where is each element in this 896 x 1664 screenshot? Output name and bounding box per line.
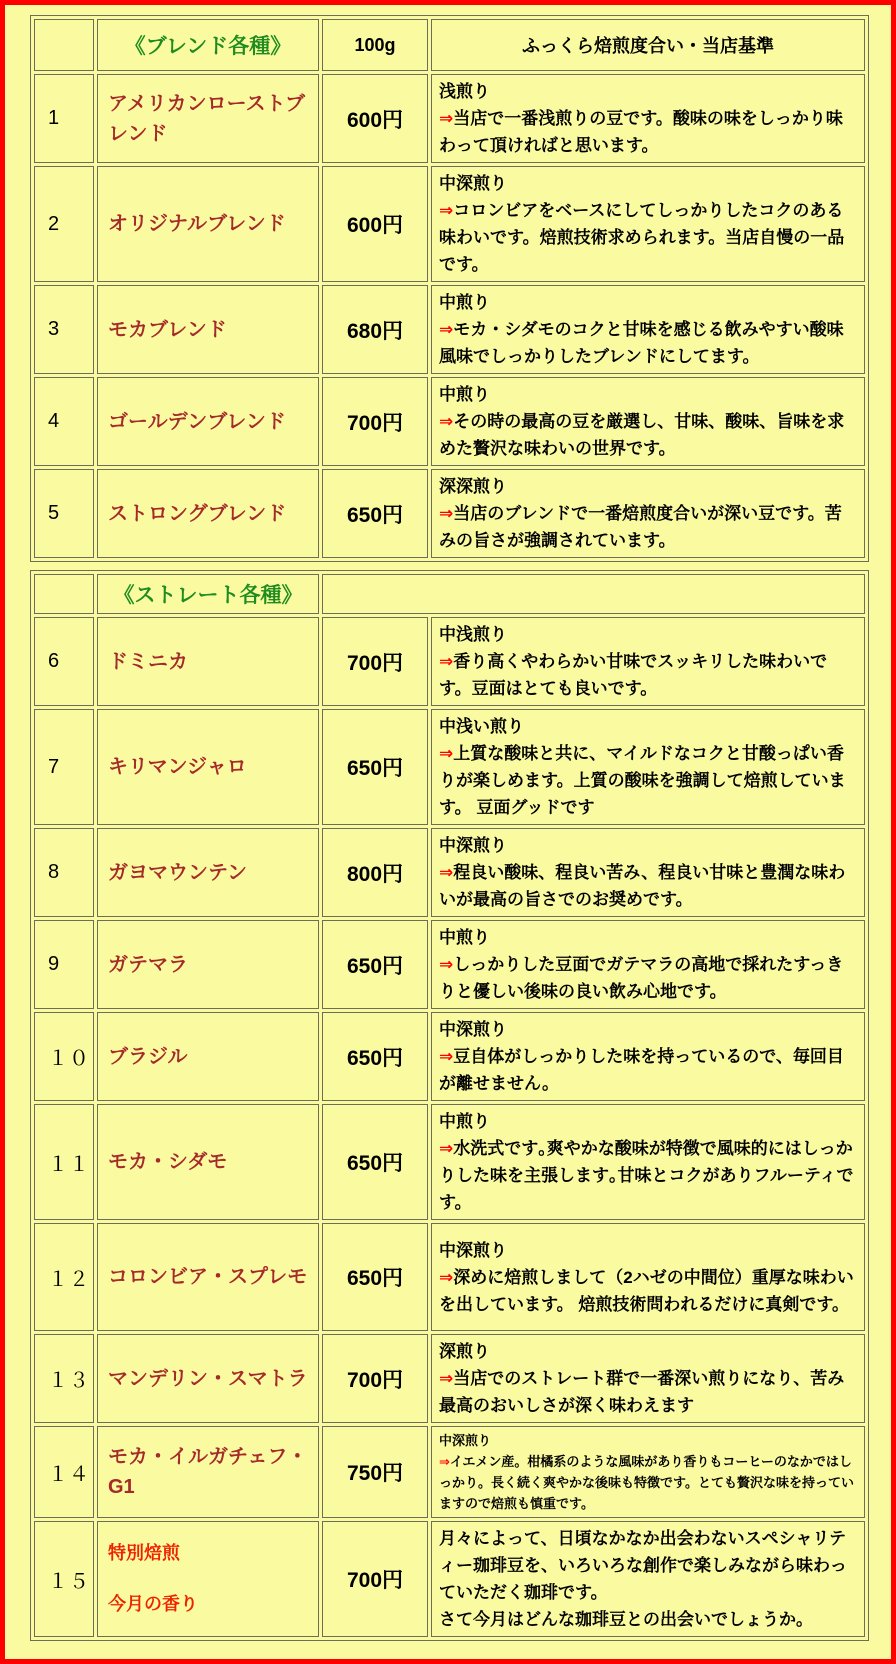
product-name: ブラジル — [97, 1012, 319, 1101]
roast-level: 深煎り — [439, 1342, 490, 1361]
row-number: 5 — [34, 469, 94, 558]
product-name: キリマンジャロ — [97, 709, 319, 825]
roast-level: 中深煎り — [439, 1020, 507, 1039]
description-line — [439, 1264, 856, 1318]
roast-level: 中煎り — [439, 1112, 490, 1131]
roast-level: 中浅煎り — [439, 625, 507, 644]
description-text: コロンビアをベースにしてしっかりしたコクのある味わいです。焙煎技術求められます。当店自慢の一品です。 — [439, 201, 845, 274]
description-line — [439, 105, 856, 159]
arrow-icon: ⇒ — [439, 652, 454, 671]
blend-header-row — [34, 19, 865, 71]
arrow-icon: ⇒ — [439, 504, 454, 523]
empty-header-cell — [322, 574, 865, 614]
description-line — [439, 1451, 856, 1514]
roast-level: 中煎り — [439, 385, 490, 404]
arrow-icon: ⇒ — [439, 955, 454, 974]
product-name: ドミニカ — [97, 617, 319, 706]
arrow-icon: ⇒ — [439, 1267, 454, 1287]
description-cell — [431, 709, 865, 825]
table-row — [34, 709, 865, 825]
description-text: 当店で一番浅煎りの豆です。酸味の味をしっかり味わって頂ければと思います。 — [439, 109, 843, 155]
blend-section-title: 《ブレンド各種》 — [97, 19, 319, 71]
row-number: １４ — [34, 1426, 94, 1518]
product-name: ストロングブレンド — [97, 469, 319, 558]
price-cell: 750円 — [322, 1426, 428, 1518]
table-row — [34, 469, 865, 558]
blend-price-table — [30, 15, 869, 562]
description-line — [439, 740, 856, 821]
table-row — [34, 617, 865, 706]
table-row — [34, 74, 865, 163]
roast-level: 中深煎り — [439, 836, 507, 855]
description-cell — [431, 1334, 865, 1423]
roast-level: 中煎り — [439, 293, 490, 312]
row-number: 3 — [34, 285, 94, 374]
arrow-icon: ⇒ — [439, 320, 454, 339]
description-cell — [431, 469, 865, 558]
arrow-icon: ⇒ — [439, 201, 454, 220]
description-text: しっかりした豆面でガテマラの高地で採れたすっきりと優しい後味の良い飲み心地です。 — [439, 955, 844, 1001]
roast-level: 深深煎り — [439, 477, 507, 496]
price-cell: 650円 — [322, 1012, 428, 1101]
description-line — [439, 951, 856, 1005]
empty-corner-cell — [34, 574, 94, 614]
roast-level: 中深煎り — [439, 1433, 492, 1448]
product-name: モカ・イルガチェフ・G1 — [97, 1426, 319, 1518]
row-number: １２ — [34, 1223, 94, 1331]
price-cell: 800円 — [322, 828, 428, 917]
product-name: モカ・シダモ — [97, 1104, 319, 1220]
description-text: 深めに焙煎しまして（2ハゼの中間位）重厚な味わいを出しています。 焙煎技術問われるだけに真剣です。 — [439, 1267, 854, 1314]
table-row — [34, 1521, 865, 1637]
special-name-line2: 今月の香り — [108, 1594, 198, 1614]
description-cell — [431, 1521, 865, 1637]
description-cell — [431, 166, 865, 282]
price-cell: 700円 — [322, 377, 428, 466]
product-name: アメリカンローストブレンド — [97, 74, 319, 163]
arrow-icon: ⇒ — [439, 1139, 454, 1158]
product-name: ゴールデンブレンド — [97, 377, 319, 466]
table-row — [34, 920, 865, 1009]
table-row — [34, 1012, 865, 1101]
special-name-line1: 特別焙煎 — [108, 1543, 180, 1563]
straight-price-table — [30, 570, 869, 1641]
roast-level: 浅煎り — [439, 82, 490, 101]
description-cell — [431, 1104, 865, 1220]
arrow-icon: ⇒ — [439, 412, 454, 431]
description-line — [439, 1365, 856, 1419]
table-row — [34, 1426, 865, 1518]
roast-level: 中深煎り — [439, 1240, 507, 1260]
roast-level: 中浅い煎り — [439, 717, 524, 736]
arrow-icon: ⇒ — [439, 863, 454, 882]
price-cell: 650円 — [322, 1223, 428, 1331]
straight-section-title: 《ストレート各種》 — [97, 574, 319, 614]
description-line — [439, 500, 856, 554]
description-text: 程良い酸味、程良い苦み、程良い甘味と豊潤な味わいが最高の旨さでのお奨めです。 — [439, 863, 846, 909]
price-cell: 700円 — [322, 1521, 428, 1637]
price-cell: 650円 — [322, 1104, 428, 1220]
roast-level: 中煎り — [439, 928, 490, 947]
description-text: 豆自体がしっかりした味を持っているので、毎回目が離せません。 — [439, 1047, 844, 1093]
description-line — [439, 1043, 856, 1097]
row-number: 8 — [34, 828, 94, 917]
price-cell: 700円 — [322, 1334, 428, 1423]
price-cell: 650円 — [322, 709, 428, 825]
arrow-icon: ⇒ — [439, 1454, 450, 1469]
price-cell: 700円 — [322, 617, 428, 706]
table-row — [34, 1223, 865, 1331]
row-number: １０ — [34, 1012, 94, 1101]
row-number: 4 — [34, 377, 94, 466]
row-number: 7 — [34, 709, 94, 825]
description-line — [439, 197, 856, 278]
price-cell: 650円 — [322, 469, 428, 558]
description-text: モカ・シダモのコクと甘味を感じる飲みやすい酸味風味でしっかりしたブレンドにしてます。 — [439, 320, 844, 366]
price-cell: 680円 — [322, 285, 428, 374]
description-text: 水洗式です｡爽やかな酸味が特徴で風味的にはしっかりした味を主張します｡甘味とコクがありフルーティです。 — [439, 1139, 854, 1212]
arrow-icon: ⇒ — [439, 109, 454, 128]
description-line — [439, 1135, 856, 1216]
unit-header: 100g — [322, 19, 428, 71]
description-text: 上質な酸味と共に、マイルドなコクと甘酸っぱい香りが楽しめます。上質の酸味を強調して焙煎しています。 豆面グッドです — [439, 744, 846, 817]
description-cell — [431, 1223, 865, 1331]
row-number: 1 — [34, 74, 94, 163]
straight-header-row — [34, 574, 865, 614]
table-row — [34, 285, 865, 374]
description-text-2: さて今月はどんな珈琲豆との出会いでしょうか。 — [439, 1610, 813, 1629]
row-number: １５ — [34, 1521, 94, 1637]
description-cell — [431, 377, 865, 466]
arrow-icon: ⇒ — [439, 744, 454, 763]
description-cell — [431, 828, 865, 917]
arrow-icon: ⇒ — [439, 1369, 454, 1388]
price-cell: 600円 — [322, 166, 428, 282]
table-row — [34, 1334, 865, 1423]
table-row — [34, 377, 865, 466]
arrow-icon: ⇒ — [439, 1047, 454, 1066]
description-line — [439, 408, 856, 462]
table-row — [34, 166, 865, 282]
table-row — [34, 1104, 865, 1220]
product-name: ガテマラ — [97, 920, 319, 1009]
row-number: １３ — [34, 1334, 94, 1423]
description-cell — [431, 1012, 865, 1101]
description-text: 香り高くやわらかい甘味でスッキリした味わいです。豆面はとても良いです。 — [439, 652, 828, 698]
description-line — [439, 859, 856, 913]
description-cell — [431, 285, 865, 374]
empty-corner-cell — [34, 19, 94, 71]
description-cell — [431, 1426, 865, 1518]
row-number: 9 — [34, 920, 94, 1009]
description-line — [439, 316, 856, 370]
description-text: 当店のブレンドで一番焙煎度合いが深い豆です。苦みの旨さが強調されています。 — [439, 504, 842, 550]
description-text: イエメン産。柑橘系のような風味があり香りもコーヒーのなかではしっかり。長く続く爽やかな後味も特徴です。とても贅沢な味を持っていますので焙煎も慎重です。 — [439, 1454, 854, 1511]
product-name: ガヨマウンテン — [97, 828, 319, 917]
description-cell — [431, 920, 865, 1009]
row-number: １１ — [34, 1104, 94, 1220]
product-name: コロンビア・スプレモ — [97, 1223, 319, 1331]
product-name: オリジナルブレンド — [97, 166, 319, 282]
description-cell — [431, 74, 865, 163]
price-cell: 600円 — [322, 74, 428, 163]
product-name: モカブレンド — [97, 285, 319, 374]
table-row — [34, 828, 865, 917]
product-name: マンデリン・スマトラ — [97, 1334, 319, 1423]
roast-level: 中深煎り — [439, 174, 507, 193]
description-cell — [431, 617, 865, 706]
row-number: 2 — [34, 166, 94, 282]
description-text: その時の最高の豆を厳選し、甘味、酸味、旨味を求めた贅沢な味わいの世界です。 — [439, 412, 845, 458]
row-number: 6 — [34, 617, 94, 706]
description-line — [439, 648, 856, 702]
roast-standard-header: ふっくら焙煎度合い・当店基準 — [431, 19, 865, 71]
product-name — [97, 1521, 319, 1637]
price-cell: 650円 — [322, 920, 428, 1009]
description-text: 当店でのストレート群で一番深い煎りになり、苦み最高のおいしさが深く味わえます — [439, 1369, 845, 1415]
description-text: 月々によって、日頃なかなか出会わないスペシャリティー珈琲豆を、いろいろな創作で楽しみながら味わっていただく珈琲です。 — [439, 1529, 847, 1602]
